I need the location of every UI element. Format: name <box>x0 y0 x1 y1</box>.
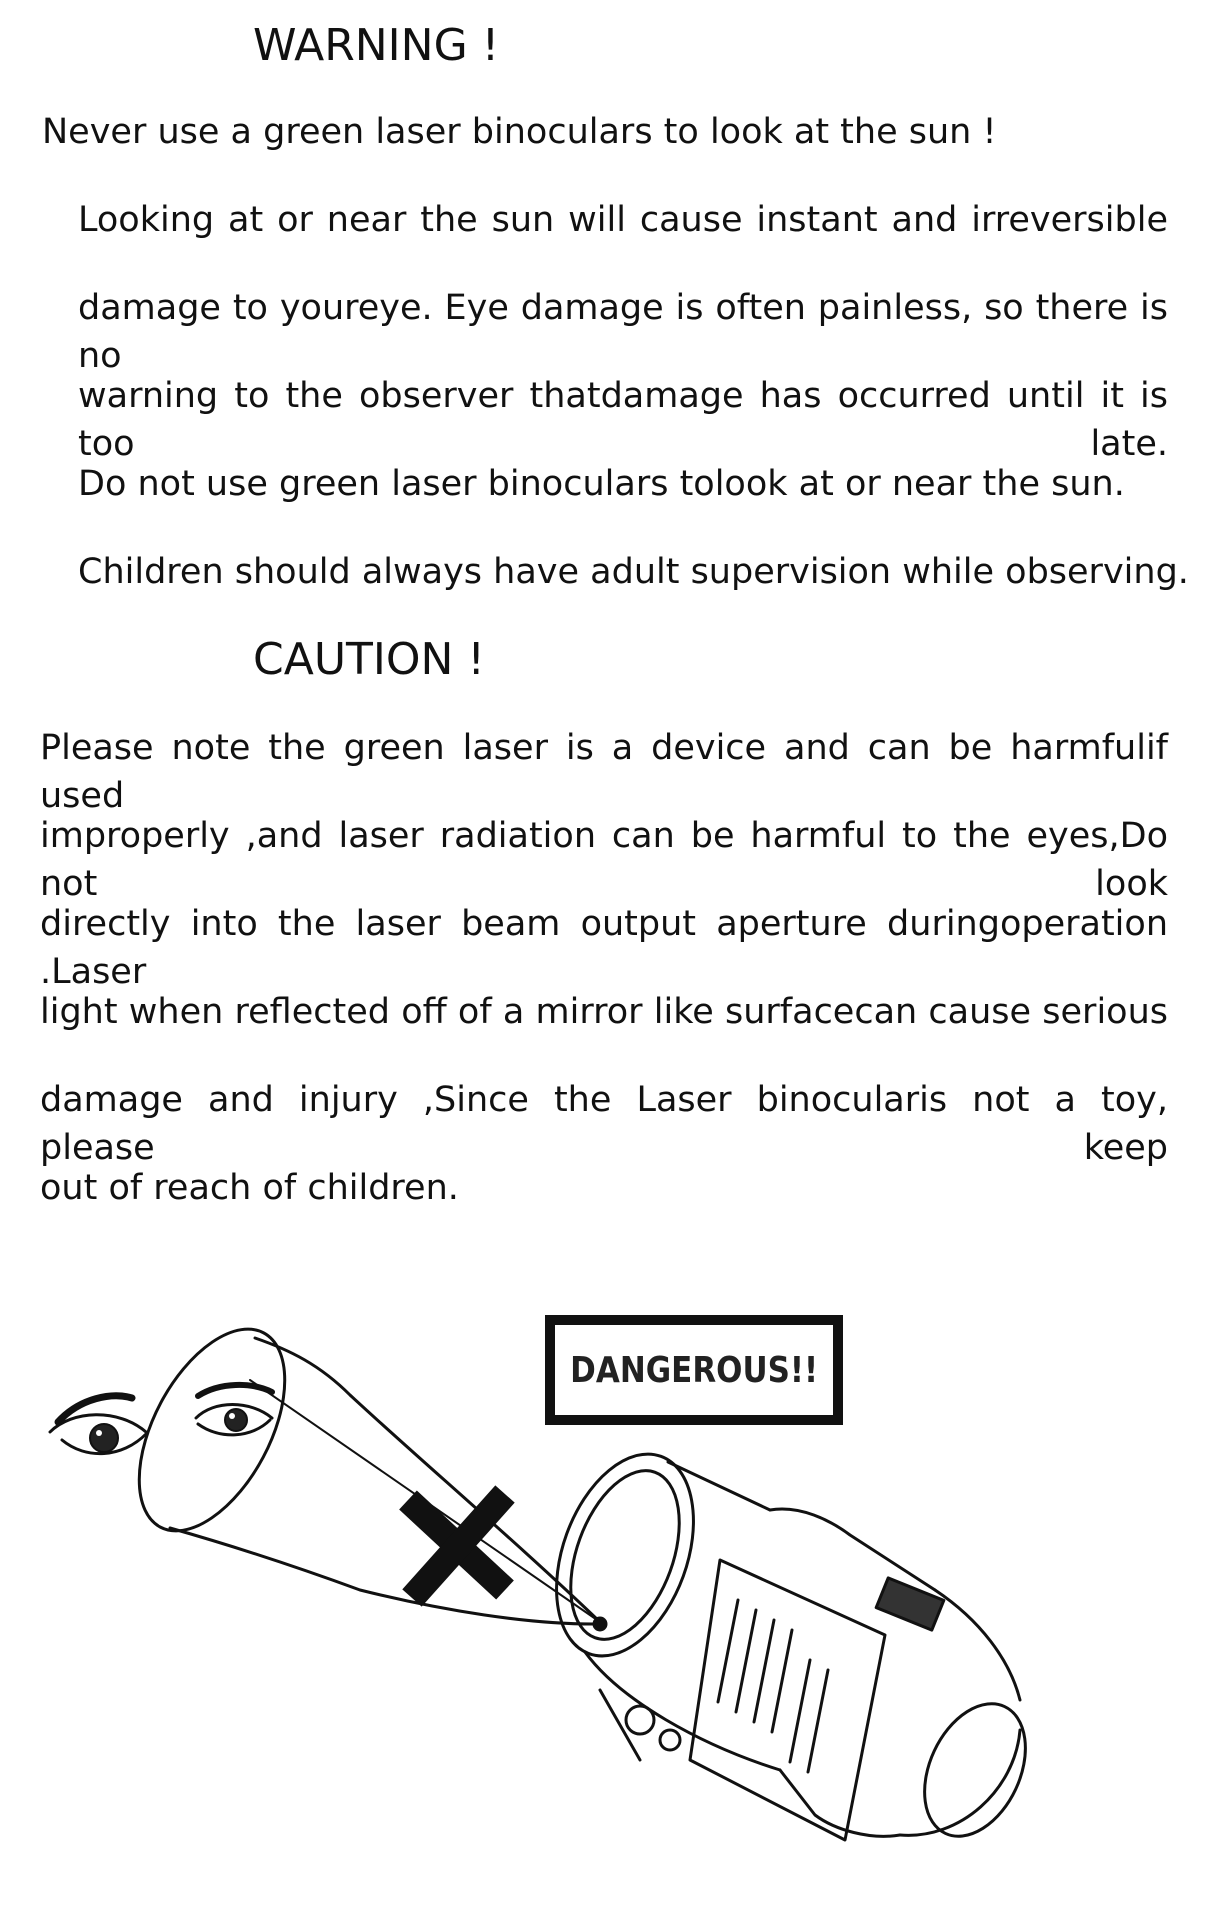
caution-line: directly into the laser beam output aperture duringoperation .Laser <box>40 904 1168 992</box>
warning-title: WARNING ! <box>253 20 500 71</box>
warning-line: warning to the observer thatdamage has occurred until it is too late. <box>78 376 1168 464</box>
monocular-icon <box>531 1435 1046 1852</box>
caution-line: damage and injury ,Since the Laser binocularis not a toy, please keep <box>40 1080 1168 1168</box>
caution-line: out of reach of children. <box>40 1168 459 1208</box>
warning-subtitle: Never use a green laser binoculars to look at the sun ! <box>42 112 997 152</box>
caution-line: improperly ,and laser radiation can be harmful to the eyes,Do not look <box>40 816 1168 904</box>
eye-icon <box>50 1396 146 1454</box>
warning-line: Children should always have adult supervision while observing. <box>78 552 1189 592</box>
dangerous-sign-text: DANGEROUS!! <box>570 1349 818 1391</box>
warning-line: damage to youreye. Eye damage is often painless, so there is no <box>78 288 1168 376</box>
dangerous-sign <box>545 1315 843 1425</box>
caution-line: Please note the green laser is a device and can be harmfulif used <box>40 728 1168 816</box>
caution-title: CAUTION ! <box>253 634 486 685</box>
warning-line: Looking at or near the sun will cause instant and irreversible <box>78 200 1168 240</box>
warning-line: Do not use green laser binoculars tolook at or near the sun. <box>78 464 1125 504</box>
caution-line: light when reflected off of a mirror like surfacecan cause serious <box>40 992 1168 1032</box>
viewing-cone <box>109 1306 600 1624</box>
